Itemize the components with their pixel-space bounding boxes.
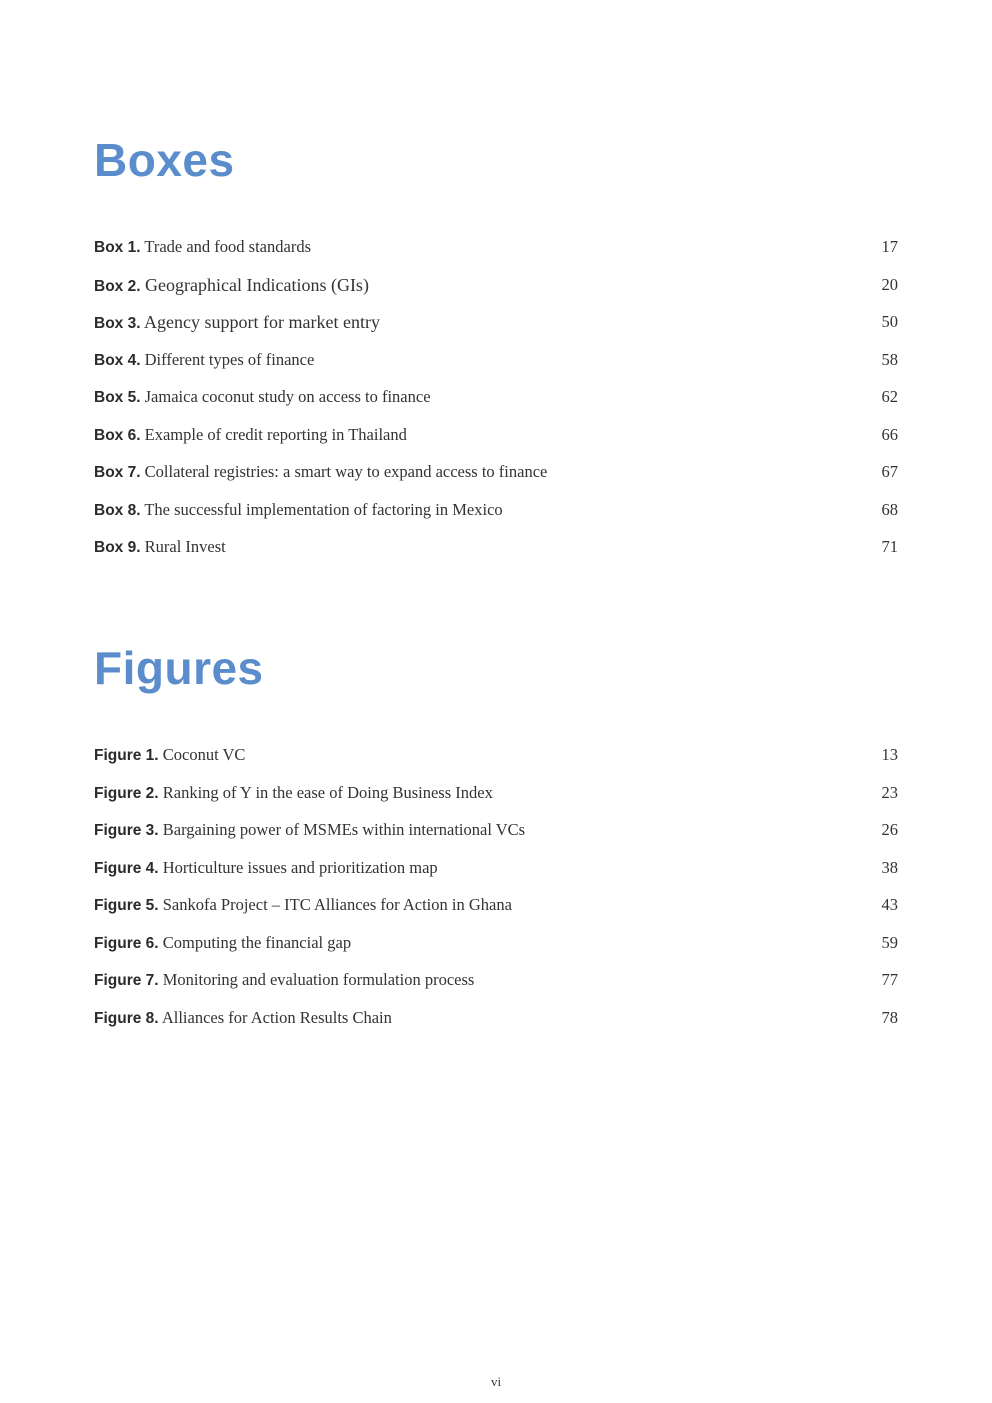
box-entry-5[interactable] [94,386,898,424]
figure-page-number: 43 [881,895,898,914]
figure-title: Ranking of Y in the ease of Doing Business Index [158,782,493,802]
figure-label: Figure 3. [94,822,159,839]
figure-entry-5[interactable] [94,894,898,932]
page-number: vi [490,1374,502,1389]
box-page-number: 68 [881,499,898,519]
figures-section [94,640,898,1027]
box-title: The successful implementation of factoring in Mexico [140,499,503,519]
figure-label: Figure 7. [94,972,159,989]
box-label: Box 9. [94,539,141,556]
figure-label: Figure 5. [94,897,159,914]
box-page-number: 66 [881,424,898,444]
figure-title: Alliances for Action Results Chain [158,1007,392,1027]
figure-page-number: 13 [881,745,898,764]
boxes-heading: Boxes [94,134,235,186]
box-title: Collateral registries: a smart way to expand access to finance [140,462,548,481]
box-entry-2[interactable] [94,274,898,312]
box-page-number: 20 [881,274,898,294]
figures-list [94,744,898,1044]
figure-title: Bargaining power of MSMEs within international VCs [158,820,526,839]
box-label: Box 1. [94,239,141,256]
figure-entry-3[interactable] [94,819,898,857]
figure-page-number: 59 [881,932,898,952]
figure-entry-2[interactable] [94,782,898,820]
box-entry-3[interactable] [94,311,898,349]
box-entry-1[interactable] [94,236,898,274]
box-entry-6[interactable] [94,424,898,462]
box-label: Box 5. [94,389,141,406]
figure-title: Sankofa Project – ITC Alliances for Action in Ghana [158,895,512,914]
figure-entry-4[interactable] [94,857,898,895]
figure-label: Figure 8. [94,1009,159,1027]
box-entry-9[interactable] [94,536,898,574]
boxes-section [94,132,898,556]
figure-page-number: 38 [881,857,898,877]
box-entry-8[interactable] [94,499,898,537]
figures-heading: Figures [94,642,264,694]
box-title: Trade and food standards [140,237,311,256]
box-label: Box 8. [94,501,141,519]
box-title: Different types of finance [140,349,315,369]
figure-label: Figure 1. [94,747,159,764]
box-entry-7[interactable] [94,461,898,499]
box-page-number: 62 [881,387,898,406]
box-title: Example of credit reporting in Thailand [140,424,407,444]
figure-label: Figure 4. [94,859,159,877]
box-title: Geographical Indications (GIs) [140,274,369,295]
figure-entry-7[interactable] [94,969,898,1007]
figure-page-number: 78 [881,1007,898,1027]
figure-entry-8[interactable] [94,1007,898,1045]
figure-title: Monitoring and evaluation formulation process [158,970,475,989]
boxes-list [94,236,898,574]
figure-page-number: 77 [881,970,898,989]
figure-title: Computing the financial gap [158,932,352,952]
box-page-number: 50 [881,312,898,331]
figure-title: Horticulture issues and prioritization map [158,857,438,877]
box-entry-4[interactable] [94,349,898,387]
figure-label: Figure 6. [94,934,159,952]
box-page-number: 17 [881,237,898,256]
box-label: Box 4. [94,351,141,369]
box-page-number: 58 [881,349,898,369]
box-title: Agency support for market entry [140,312,380,332]
figure-label: Figure 2. [94,784,159,802]
figure-title: Coconut VC [158,745,246,764]
box-title: Jamaica coconut study on access to finance [140,387,431,406]
figure-entry-1[interactable] [94,744,898,782]
box-page-number: 71 [881,537,898,556]
box-page-number: 67 [881,462,898,481]
box-label: Box 3. [94,315,141,332]
figure-page-number: 26 [881,820,898,839]
box-title: Rural Invest [140,537,226,556]
box-label: Box 6. [94,426,141,444]
box-label: Box 7. [94,464,141,481]
box-label: Box 2. [94,277,141,295]
figure-entry-6[interactable] [94,932,898,970]
figure-page-number: 23 [881,782,898,802]
